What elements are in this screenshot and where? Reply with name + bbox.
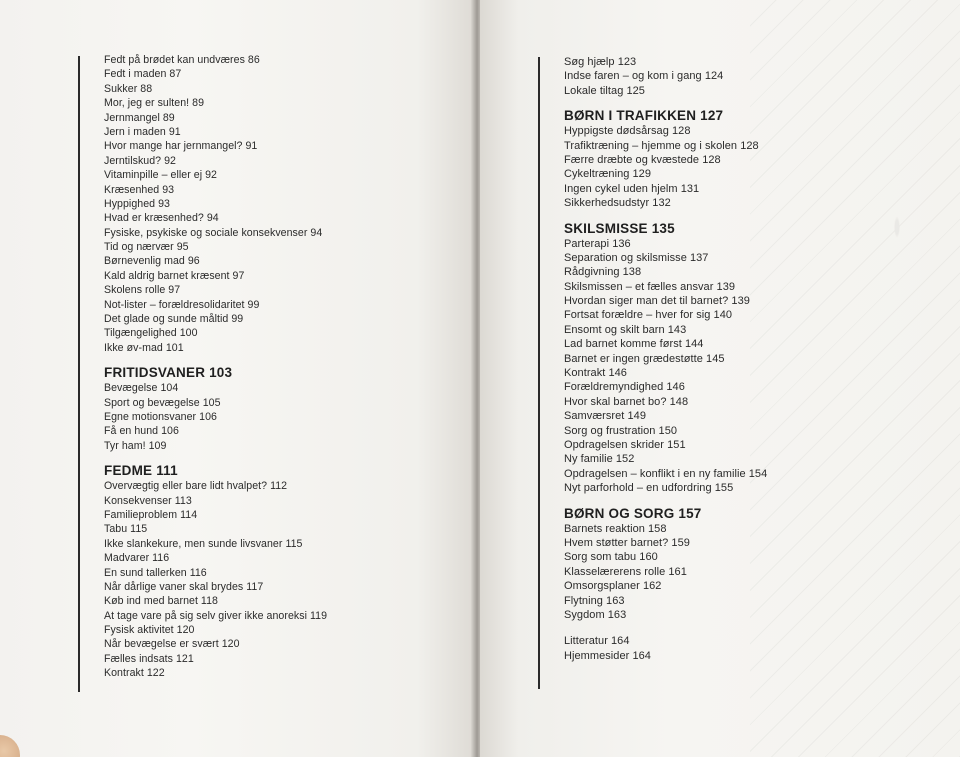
toc-entry: Indse faren – og kom i gang 124 <box>564 70 724 83</box>
right-toc-column <box>564 55 954 663</box>
toc-entry: Familieproblem 114 <box>104 508 198 521</box>
toc-entry: Børnevenlig mad 96 <box>104 255 200 268</box>
toc-entry: Barnets reaktion 158 <box>564 522 667 535</box>
toc-entry: Tid og nærvær 95 <box>104 241 189 254</box>
toc-entry: Kontrakt 122 <box>104 667 165 680</box>
toc-entry: Hvad er kræsenhed? 94 <box>104 212 219 225</box>
toc-entry: Rådgivning 138 <box>564 266 642 279</box>
toc-entry: Jerntilskud? 92 <box>104 154 177 167</box>
toc-entry: Bevægelse 104 <box>104 382 179 395</box>
toc-entry: Fysiske, psykiske og sociale konsekvenser 94 <box>104 226 323 239</box>
toc-entry: Ingen cykel uden hjelm 131 <box>564 182 700 195</box>
toc-entry: At tage vare på sig selv giver ikke anoreksi 119 <box>104 609 328 622</box>
toc-entry: Fortsat forældre – hver for sig 140 <box>564 309 733 322</box>
section-heading-boern-og-sorg: BØRN OG SORG 157 <box>564 505 702 521</box>
toc-entry: Barnet er ingen grædestøtte 145 <box>564 352 725 365</box>
section-fritidsvaner-entries <box>104 381 464 453</box>
toc-entry: Hvordan siger man det til barnet? 139 <box>564 295 750 308</box>
toc-entry: Vitaminpille – eller ej 92 <box>104 169 217 182</box>
toc-entry: Hyppighed 93 <box>104 197 170 210</box>
toc-entry: Hvem støtter barnet? 159 <box>564 536 690 549</box>
toc-entry: Kontrakt 146 <box>564 367 627 380</box>
toc-entry: Hvor mange har jernmangel? 91 <box>104 140 258 153</box>
section-fedme-entries <box>104 479 464 680</box>
toc-entry: Tyr ham! 109 <box>104 439 167 452</box>
left-toc-column <box>104 53 464 681</box>
section-heading-skilsmisse: SKILSMISSE 135 <box>564 220 675 236</box>
toc-entry: Opdragelsen skrider 151 <box>564 438 686 451</box>
toc-entry: Not-lister – forældresolidaritet 99 <box>104 298 260 311</box>
section-heading-fedme: FEDME 111 <box>104 463 178 479</box>
toc-entry: Tilgængelighed 100 <box>104 327 198 340</box>
thumb <box>0 735 20 757</box>
toc-entry: Færre dræbte og kvæstede 128 <box>564 153 721 166</box>
toc-entry: Opdragelsen – konflikt i en ny familie 154 <box>564 467 768 480</box>
toc-entry: Litteratur 164 <box>564 635 630 648</box>
section-heading-boern-i-trafikken: BØRN I TRAFIKKEN 127 <box>564 108 724 124</box>
toc-entry: Trafiktræning – hjemme og i skolen 128 <box>564 139 759 152</box>
toc-entry: Fælles indsats 121 <box>104 652 194 665</box>
left-margin-rule <box>78 56 80 692</box>
toc-entry: Lad barnet komme først 144 <box>564 338 704 351</box>
toc-entry: Egne motionsvaner 106 <box>104 410 217 423</box>
toc-entry: Parterapi 136 <box>564 237 631 250</box>
section-boern-og-sorg-entries <box>564 522 954 623</box>
toc-entry: Omsorgsplaner 162 <box>564 580 662 593</box>
left-entries-top <box>104 53 464 355</box>
toc-entry: Mor, jeg er sulten! 89 <box>104 97 205 110</box>
toc-entry: Ny familie 152 <box>564 453 635 466</box>
toc-entry: Separation og skilsmisse 137 <box>564 251 709 264</box>
toc-entry: Skolens rolle 97 <box>104 284 181 297</box>
toc-entry: Ikke øv-mad 101 <box>104 341 184 354</box>
back-matter-entries <box>564 634 954 663</box>
right-page <box>480 0 960 757</box>
toc-entry: Fysisk aktivitet 120 <box>104 624 195 637</box>
toc-entry: Sukker 88 <box>104 82 153 95</box>
toc-entry: Kræsenhed 93 <box>104 183 175 196</box>
toc-entry: Køb ind med barnet 118 <box>104 595 218 608</box>
toc-entry: Flytning 163 <box>564 594 625 607</box>
toc-entry: Madvarer 116 <box>104 552 170 565</box>
toc-entry: Overvægtig eller bare lidt hvalpet? 112 <box>104 480 288 493</box>
toc-entry: Lokale tiltag 125 <box>564 84 645 97</box>
toc-entry: En sund tallerken 116 <box>104 566 207 579</box>
toc-entry: Fedt i maden 87 <box>104 68 182 81</box>
toc-entry: Jernmangel 89 <box>104 111 175 124</box>
left-page <box>0 0 474 757</box>
toc-entry: Hvor skal barnet bo? 148 <box>564 395 689 408</box>
toc-entry: Når bevægelse er svært 120 <box>104 638 240 651</box>
toc-entry: Konsekvenser 113 <box>104 494 192 507</box>
toc-entry: Nyt parforhold – en udfordring 155 <box>564 482 734 495</box>
toc-entry: Hyppigste dødsårsag 128 <box>564 125 691 138</box>
section-heading-fritidsvaner: FRITIDSVANER 103 <box>104 365 233 381</box>
toc-entry: Klasselærerens rolle 161 <box>564 565 687 578</box>
toc-entry: Cykeltræning 129 <box>564 168 652 181</box>
toc-entry: Skilsmissen – et fælles ansvar 139 <box>564 280 736 293</box>
toc-entry: Forældremyndighed 146 <box>564 381 685 394</box>
toc-entry: Når dårlige vaner skal brydes 117 <box>104 580 264 593</box>
toc-entry: Kald aldrig barnet kræsent 97 <box>104 269 245 282</box>
toc-entry: Få en hund 106 <box>104 425 179 438</box>
toc-entry: Sorg og frustration 150 <box>564 424 678 437</box>
toc-entry: Sport og bevægelse 105 <box>104 396 221 409</box>
toc-entry: Ensomt og skilt barn 143 <box>564 323 687 336</box>
back-matter-spacer <box>564 622 954 634</box>
toc-entry: Hjemmesider 164 <box>564 649 651 662</box>
right-margin-rule <box>538 57 540 689</box>
toc-entry: Det glade og sunde måltid 99 <box>104 313 244 326</box>
section-skilsmisse-entries <box>564 237 954 496</box>
toc-entry: Fedt på brødet kan undværes 86 <box>104 54 260 66</box>
toc-entry: Jern i maden 91 <box>104 125 181 138</box>
toc-entry: Sorg som tabu 160 <box>564 551 658 564</box>
toc-entry: Sygdom 163 <box>564 608 627 621</box>
toc-entry: Sikkerhedsudstyr 132 <box>564 197 671 210</box>
section-boern-i-trafikken-entries <box>564 124 954 210</box>
right-entries-top <box>564 55 954 98</box>
toc-entry: Søg hjælp 123 <box>564 56 637 68</box>
toc-entry: Ikke slankekure, men sunde livsvaner 115 <box>104 537 303 550</box>
toc-entry: Tabu 115 <box>104 523 148 536</box>
toc-entry: Samværsret 149 <box>564 410 647 423</box>
